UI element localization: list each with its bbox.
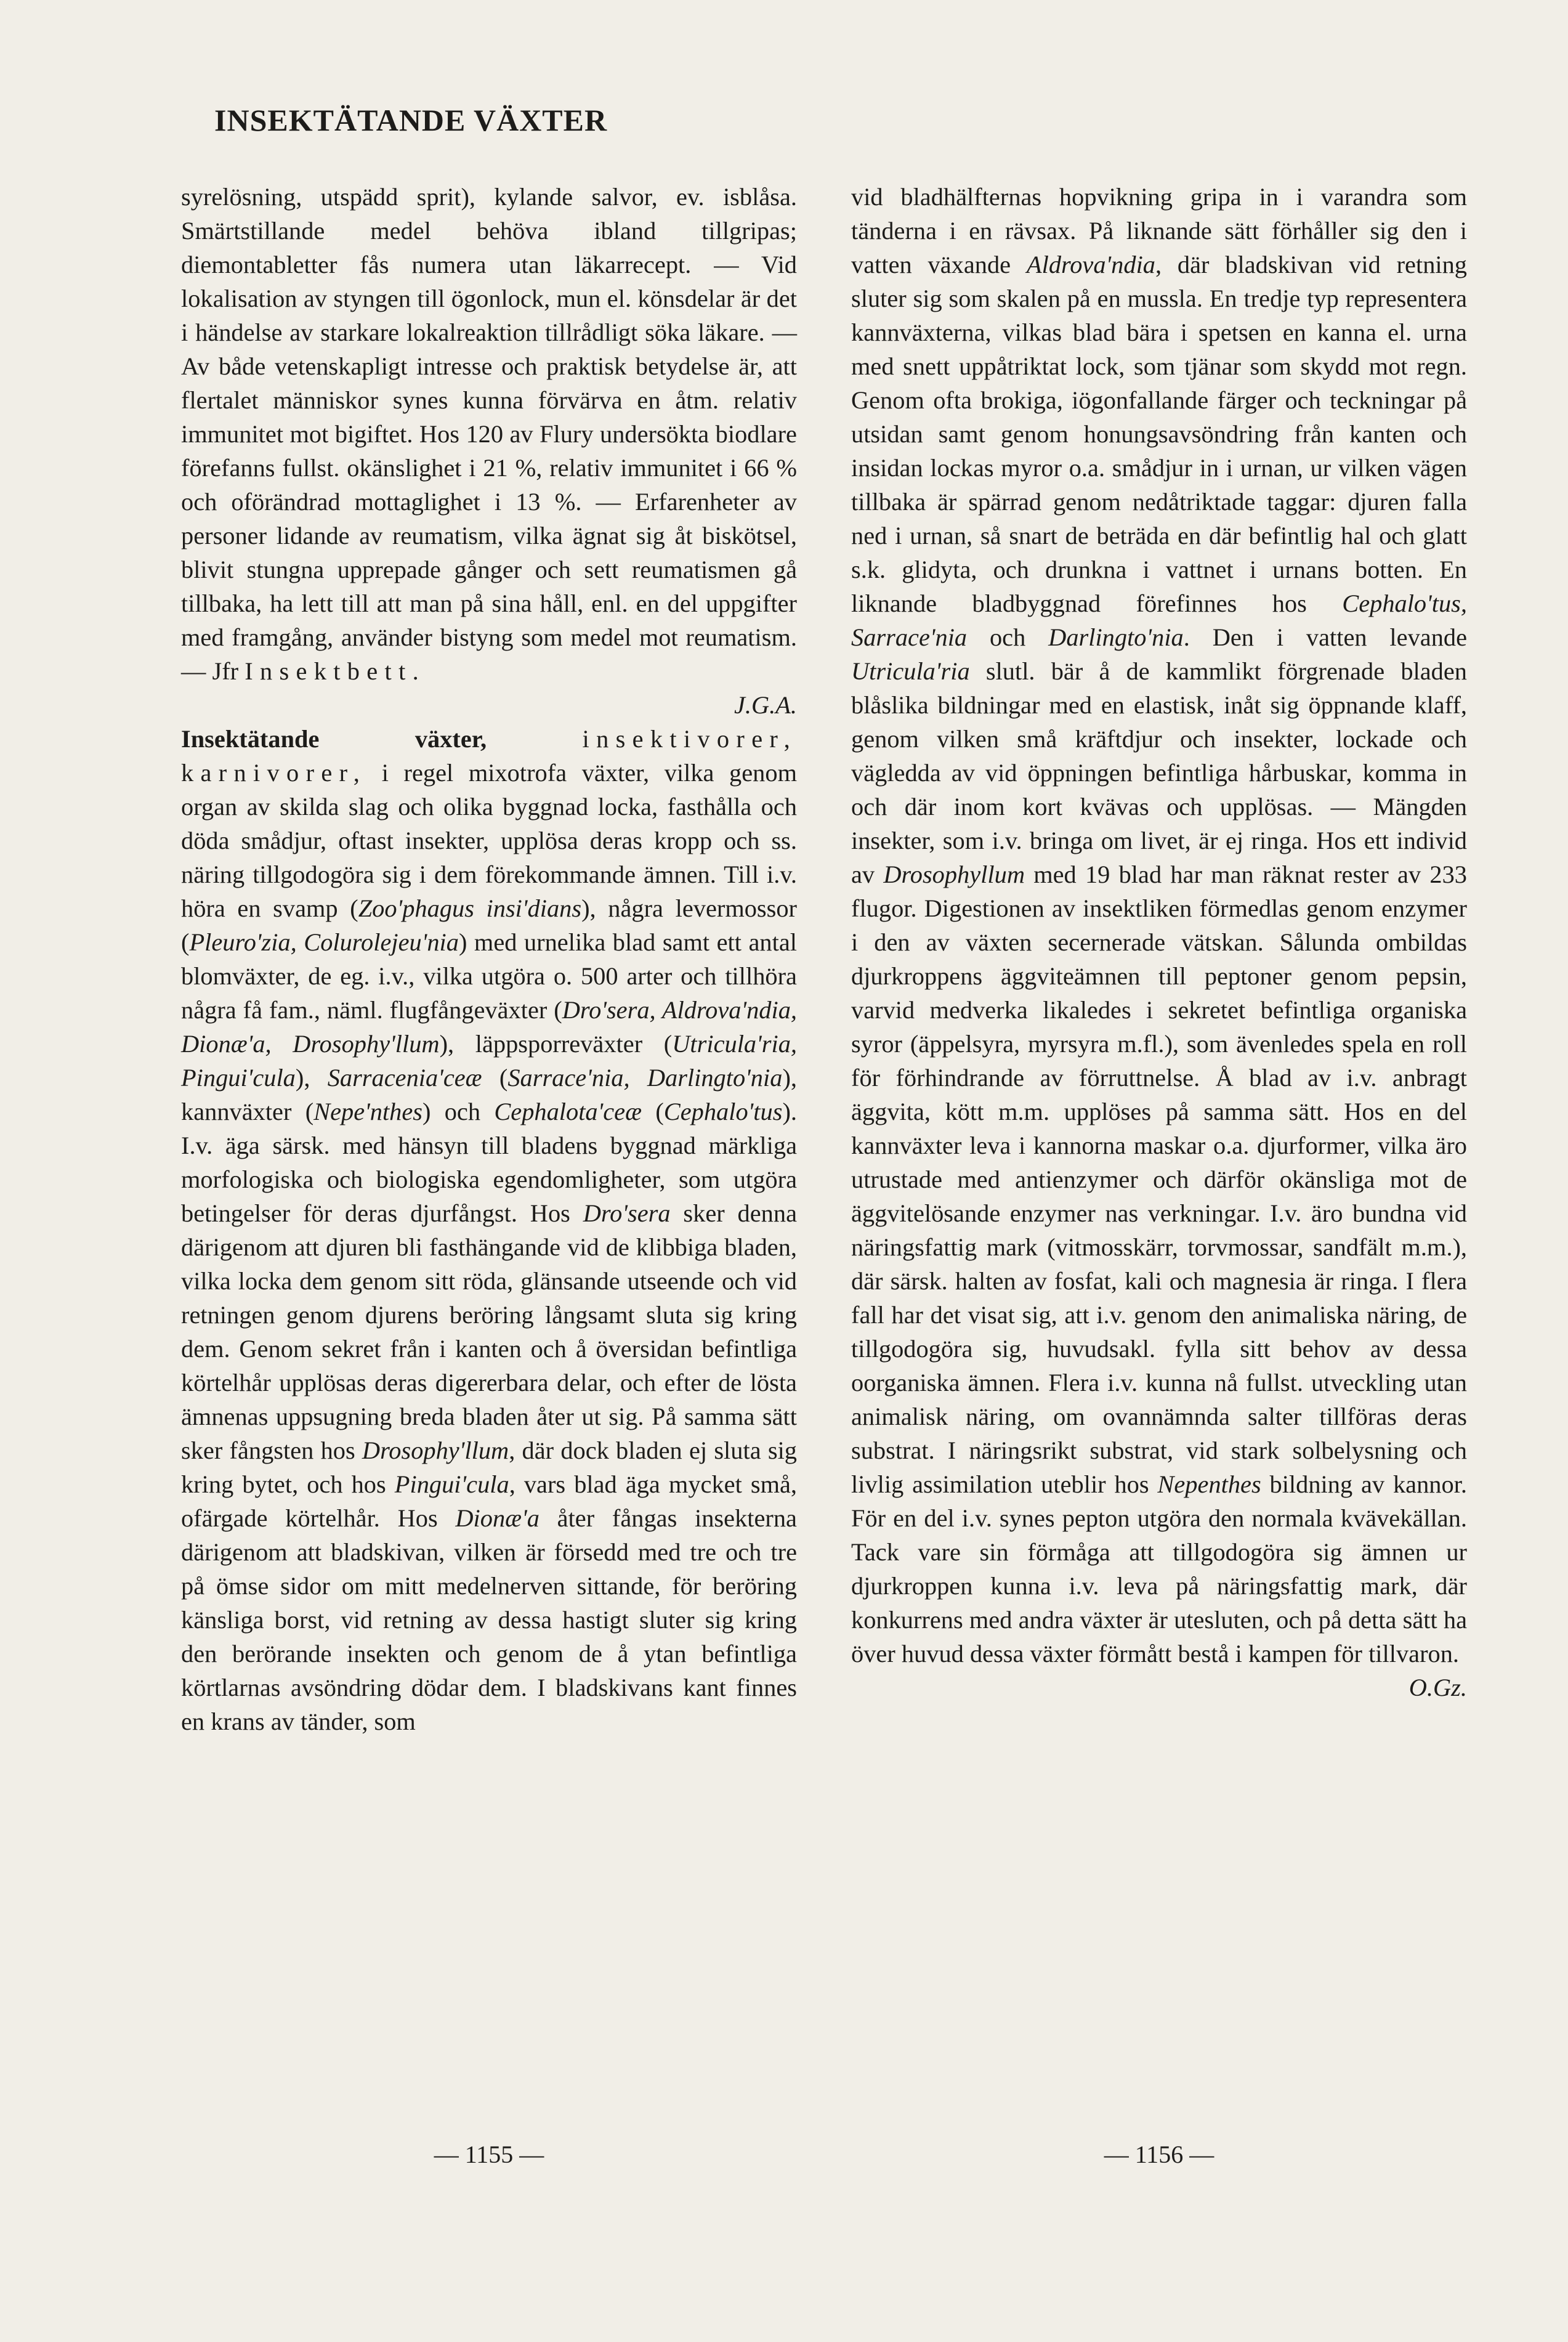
- right-column: [851, 180, 1467, 1704]
- paragraph-continued: vid bladhälfternas hopvikning gripa in i varandra som tänderna i en rävsax. På liknande sätt förhåller sig den i vatten växande Aldrova'ndia, där bladskivan vid retning sluter sig som skalen på en mussla. En tredje typ representera kannväxterna, vilkas blad bära i spetsen en kanna el. urna med snett uppåtriktat lock, som tjänar som skydd mot regn. Genom ofta brokiga, iögonfallande färger och teckningar på utsidan samt genom honungsavsöndring från kanten och insidan lockas myror o.a. smådjur in i urnan, ur vilken vägen tillbaka är spärrad genom nedåtriktade taggar: djuren falla ned i urnan, så snart de beträda en där befintlig hal och glatt s.k. glidyta, och drunkna i vattnet i urnans botten. En liknande bladbyggnad förefinnes hos Cephalo'tus, Sarrace'nia och Darlingto'nia. Den i vatten levande Utricula'ria slutl. bär å de kammlikt förgrenade bladen blåslika bildningar med en elastisk, inåt sig öppnande klaff, genom vilken små kräftdjur och insekter, lockade och vägledda av vid öppningen befintliga hårbuskar, komma in och där inom kort kvävas och upplösas. — Mängden insekter, som i.v. bringa om livet, är ej ringa. Hos ett individ av Drosophyllum med 19 blad har man räknat rester av 233 flugor. Digestionen av insektliken förmedlas genom enzymer i den av växten secernerade vätskan. Sålunda ombildas djurkroppens äggviteämnen till peptoner genom pepsin, varvid medverka likaledes i sekretet befintliga organiska syror (äppelsyra, myrsyra m.fl.), som ävenledes spela en roll för förhindrande av förruttnelse. Å blad av i.v. anbragt äggvita, kött m.m. upplöses på samma sätt. Hos en del kannväxter leva i kannorna maskar o.a. djurformer, vilka äro utrustade med antienzymer och därför okänsliga mot de äggvitelösande enzymer nas verkningar. I.v. äro bundna vid näringsfattig mark (vitmosskärr, torvmossar, sandfält m.m.), där särsk. halten av fosfat, kali och magnesia är ringa. I flera fall har det visat sig, att i.v. genom den animaliska näring, de tillgodogöra sig, huvudsakl. fylla sitt behov av dessa oorganiska ämnen. Flera i.v. kunna nå fullst. utveckling utan animalisk näring, om ovannämnda salter tillföras deras substrat. I näringsrikt substrat, vid stark solbelysning och livlig assimilation uteblir hos Nepenthes bildning av kannor. För en del i.v. synes pepton utgöra den normala kvävekällan. Tack vare sin förmåga att tillgodogöra sig ämnen ur djurkroppen kunna i.v. leva på näringsfattig mark, där konkurrens med andra växter är utesluten, och på detta sätt ha över huvud dessa växter förmått bestå i kampen för tillvaron. O.Gz.: [851, 180, 1467, 1704]
- paragraph-insectivorous-plants: Insektätande växter, insektivorer, karnivorer, i regel mixotrofa växter, vilka genom organ av skilda slag och olika byggnad locka, fasthålla och döda smådjur, oftast insekter, upplösa deras kropp och ss. näring tillgodogöra sig i dem förekommande ämnen. Till i.v. höra en svamp (Zoo'phagus insi'dians), några levermossor (Pleuro'zia, Colurolejeu'nia) med urnelika blad samt ett antal blomväxter, de eg. i.v., vilka utgöra o. 500 arter och tillhöra några få fam., näml. flugfångeväxter (Dro'sera, Aldrova'ndia, Dionæ'a, Drosophy'llum), läppsporreväxter (Utricula'ria, Pingui'cula), Sarracenia'ceæ (Sarrace'nia, Darlingto'nia), kannväxter (Nepe'nthes) och Cephalota'ceæ (Cephalo'tus). I.v. äga särsk. med hänsyn till bladens byggnad märkliga morfologiska och biologiska egendomligheter, som utgöra betingelser för deras djurfångst. Hos Dro'sera sker denna därigenom att djuren bli fasthängande vid de klibbiga bladen, vilka locka dem genom sitt röda, glänsande utseende och vid retningen genom djurens beröring långsamt sluta sig kring dem. Genom sekret från i kanten och å översidan befintliga körtelhår upplösas deras digererbara delar, och efter de lösta ämnenas uppsugning breda bladen åter ut sig. På samma sätt sker fångsten hos Drosophy'llum, där dock bladen ej sluta sig kring bytet, och hos Pingui'cula, vars blad äga mycket små, ofärgade körtelhår. Hos Dionæ'a åter fångas insekterna därigenom att bladskivan, vilken är försedd med tre och tre på ömse sidor om mitt medelnerven sittande, för beröring känsliga borst, vid retning av dessa hastigt sluter sig kring den berörande insekten och genom de å ytan befintliga körtlarnas avsöndring dödar dem. I bladskivans kant finnes en krans av tänder, som: [181, 725, 798, 1735]
- headword: Insektätande växter,: [181, 725, 487, 753]
- page-number-left: — 1155 —: [434, 2141, 544, 2168]
- paragraph-bee-sting: syrelösning, utspädd sprit), kylande salvor, ev. isblåsa. Smärtstillande medel behöva ibland tillgripas; diemontabletter fås numera utan läkarrecept. — Vid lokalisation av styngen till ögonlock, mun el. könsdelar är det i händelse av starkare lokalreaktion tillrådligt söka läkare. — Av både vetenskapligt intresse och praktisk betydelse är, att flertalet människor synes kunna förvärva en åtm. relativ immunitet mot bigiftet. Hos 120 av Flury undersökta biodlare förefanns fullst. okänslighet i 21 %, relativ immunitet i 66 % och oförändrad mottaglighet i 13 %. — Erfarenheter av personer lidande av reumatism, vilka ägnat sig åt biskötsel, blivit stungna upprepade gånger och sett reumatismen gå tillbaka, ha lett till att man på sina håll, enl. en del uppgifter med framgång, använder bistyng som medel mot reumatism. — Jfr Insektbett. J.G.A.: [181, 180, 797, 722]
- cross-reference-link[interactable]: Insektbett.: [244, 657, 426, 685]
- synonym: insektivorer,: [582, 725, 797, 753]
- synonym: karnivorer,: [181, 759, 367, 787]
- author-signature: J.G.A.: [733, 691, 797, 719]
- running-title: INSEKTÄTANDE VÄXTER: [214, 103, 608, 137]
- page-number-right: — 1156 —: [1104, 2141, 1214, 2168]
- left-column: [181, 180, 797, 1738]
- author-signature: O.Gz.: [1408, 1674, 1467, 1701]
